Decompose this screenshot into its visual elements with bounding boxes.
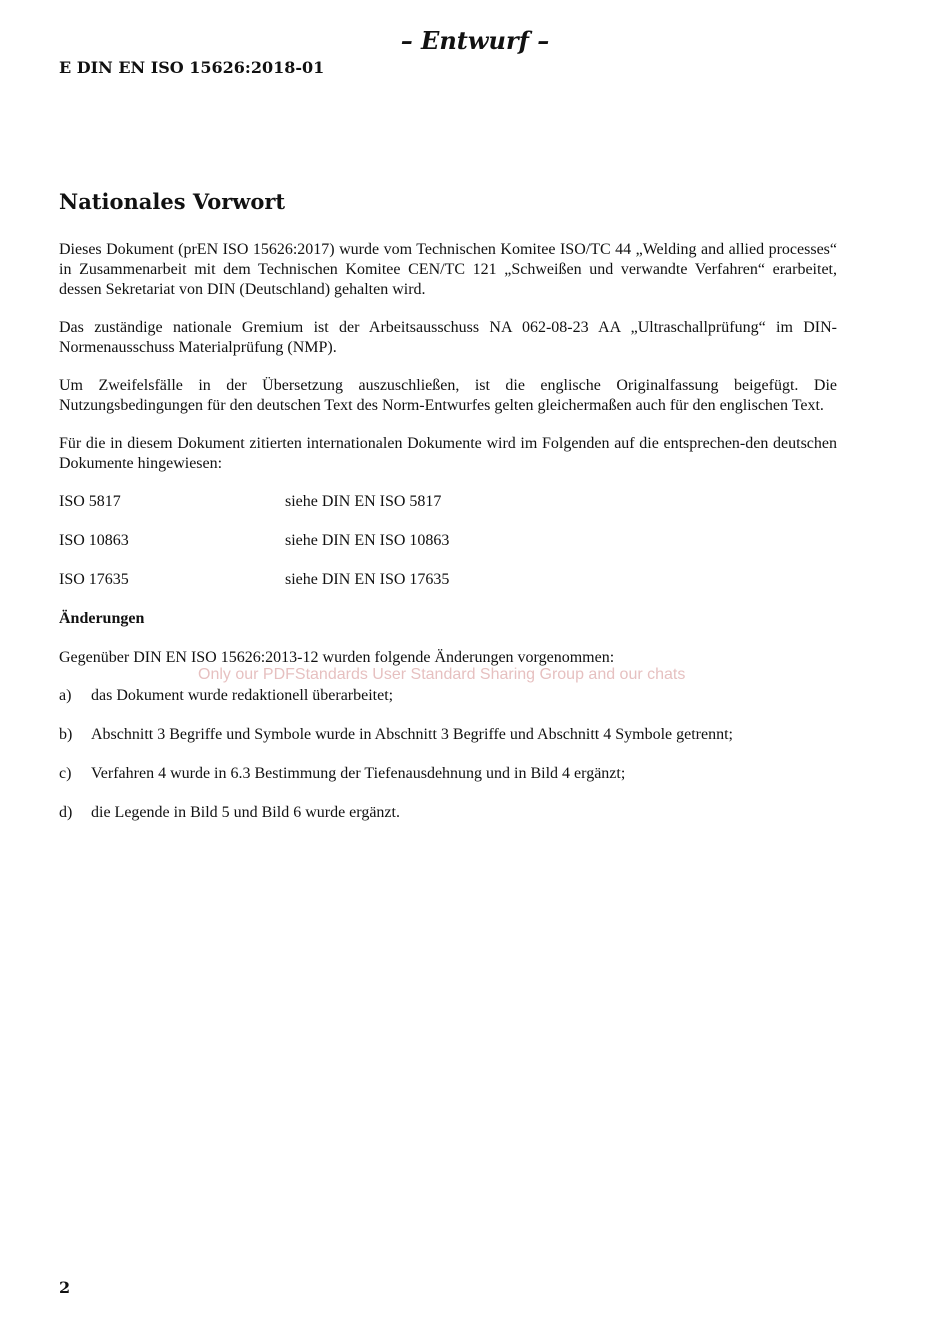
reference-din: siehe DIN EN ISO 17635 bbox=[285, 571, 450, 588]
reference-row bbox=[59, 492, 837, 512]
reference-table bbox=[59, 492, 837, 590]
reference-din: siehe DIN EN ISO 10863 bbox=[285, 532, 450, 549]
foreword-section bbox=[59, 188, 837, 842]
reference-iso: ISO 17635 bbox=[59, 571, 129, 588]
changes-list bbox=[59, 686, 837, 823]
reference-iso: ISO 10863 bbox=[59, 532, 129, 549]
page-number: 2 bbox=[59, 1278, 71, 1297]
paragraph: Für die in diesem Dokument zitierten internationalen Dokumente wird im Folgenden auf die entsprechen-den deutschen Dokumente hingewiesen: bbox=[59, 435, 837, 472]
paragraph: Um Zweifelsfälle in der Übersetzung auszuschließen, ist die englische Originalfassung beigefügt. Die Nutzungsbedingungen für den deutschen Text des Norm-Entwurfes gelten gleichermaßen auch für den englischen Text. bbox=[59, 377, 837, 414]
change-item bbox=[59, 725, 837, 745]
document-id: E DIN EN ISO 15626:2018-01 bbox=[59, 58, 325, 77]
reference-din: siehe DIN EN ISO 5817 bbox=[285, 493, 442, 510]
changes-intro: Gegenüber DIN EN ISO 15626:2013-12 wurden folgende Änderungen vorgenommen: bbox=[59, 649, 615, 666]
reference-row bbox=[59, 570, 837, 590]
change-text: Verfahren 4 wurde in 6.3 Bestimmung der Tiefenausdehnung und in Bild 4 ergänzt; bbox=[91, 765, 626, 782]
reference-iso: ISO 5817 bbox=[59, 493, 121, 510]
section-title: Nationales Vorwort bbox=[59, 189, 286, 214]
change-item bbox=[59, 686, 837, 706]
change-text: Abschnitt 3 Begriffe und Symbole wurde in Abschnitt 3 Begriffe und Abschnitt 4 Symbole getrennt; bbox=[91, 726, 733, 743]
watermark-text: Only our PDFStandards User Standard Sharing Group and our chats bbox=[198, 666, 686, 683]
draft-mark: – Entwurf – bbox=[400, 26, 550, 55]
change-letter: d) bbox=[59, 804, 73, 821]
reference-row bbox=[59, 531, 837, 551]
change-letter: c) bbox=[59, 765, 72, 782]
change-item bbox=[59, 803, 837, 823]
paragraph: Dieses Dokument (prEN ISO 15626:2017) wurde vom Technischen Komitee ISO/TC 44 „Welding and allied processes“ in Zusammenarbeit mit dem Technischen Komitee CEN/TC 121 „Schweißen und verwandte Verfahren“ erarbeitet, dessen Sekretariat von DIN (Deutschland) gehalten wird. bbox=[59, 241, 837, 298]
change-letter: b) bbox=[59, 726, 73, 743]
paragraph: Das zuständige nationale Gremium ist der Arbeitsausschuss NA 062-08-23 AA „Ultraschallprüfung“ im DIN-Normenausschuss Materialprüfung (NMP). bbox=[59, 319, 837, 356]
change-text: das Dokument wurde redaktionell überarbeitet; bbox=[91, 687, 394, 704]
change-text: die Legende in Bild 5 und Bild 6 wurde ergänzt. bbox=[91, 804, 400, 821]
change-letter: a) bbox=[59, 687, 72, 704]
change-item bbox=[59, 764, 837, 784]
changes-heading: Änderungen bbox=[59, 610, 145, 627]
